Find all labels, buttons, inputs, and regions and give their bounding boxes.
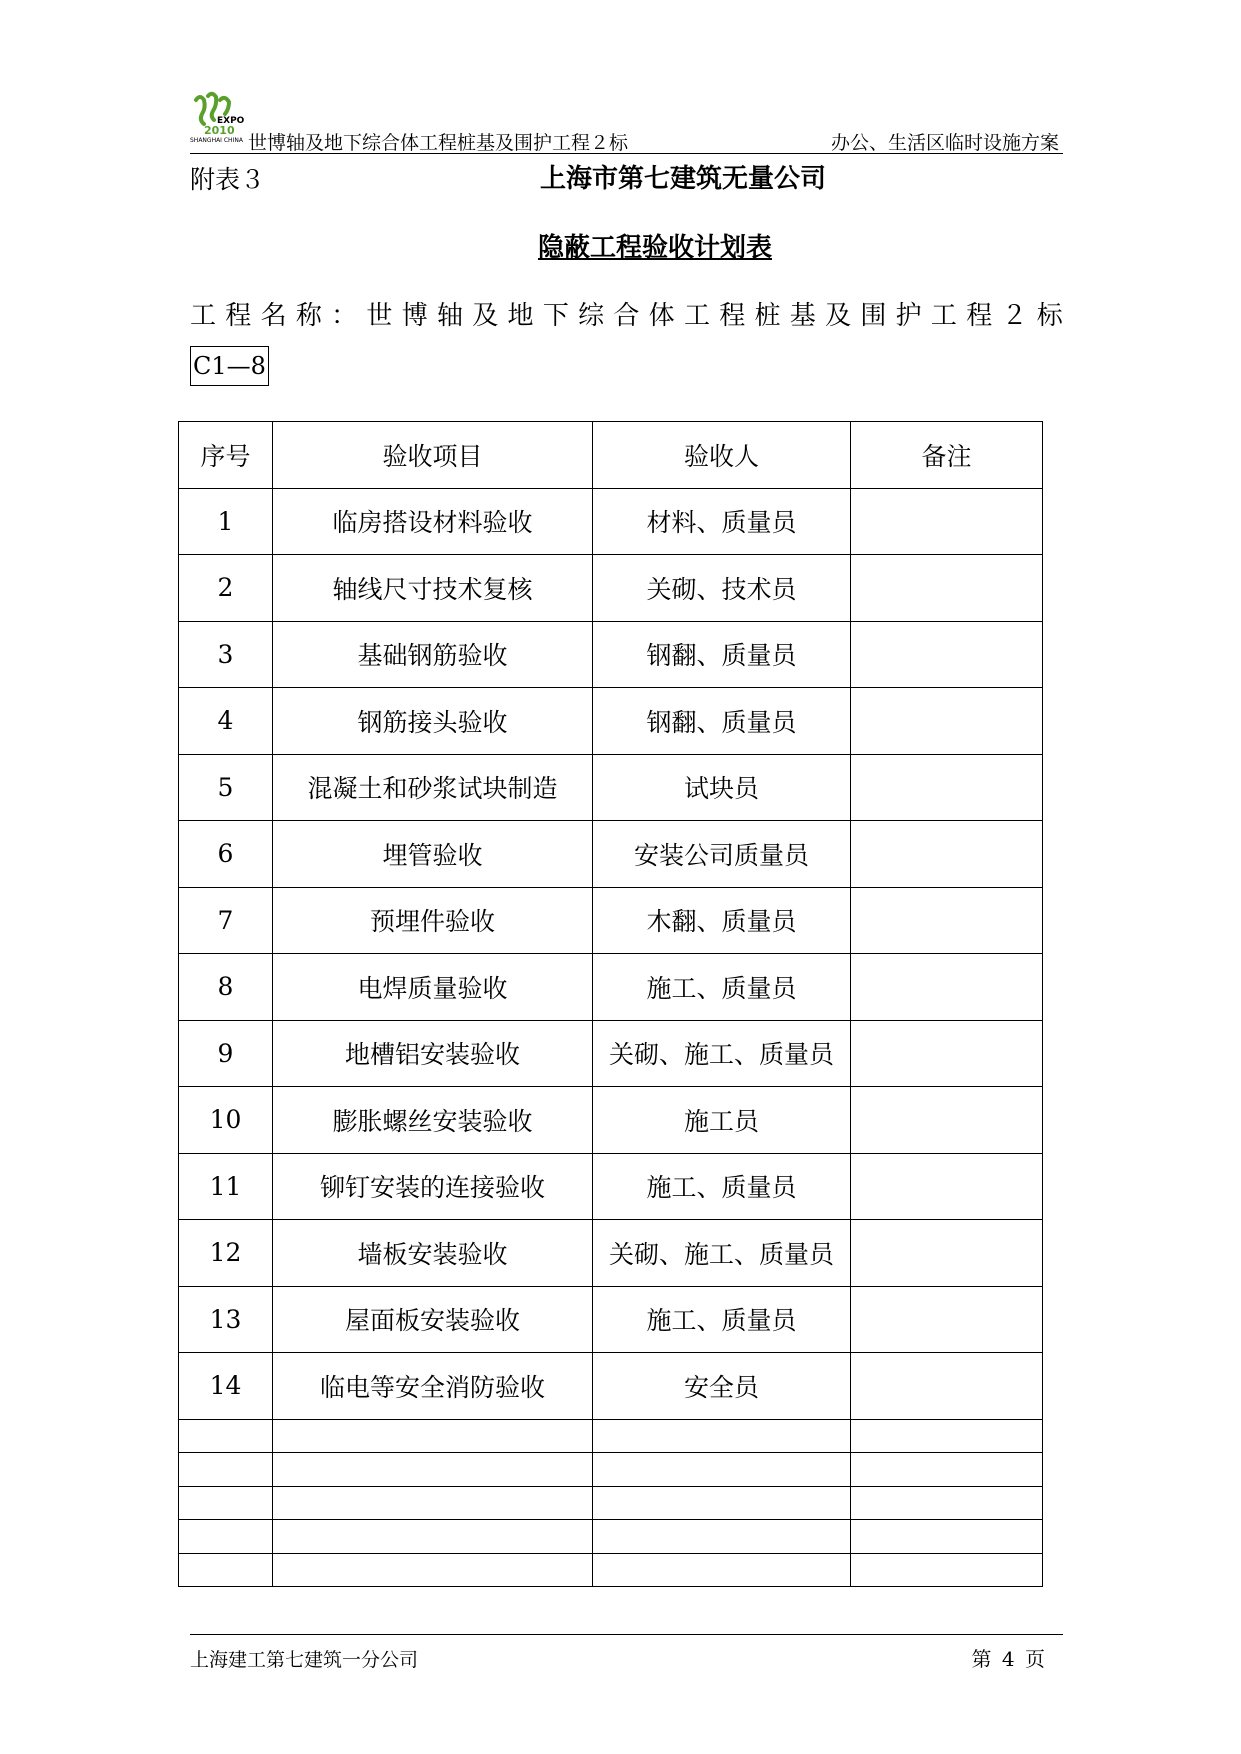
table-row <box>179 887 1043 954</box>
blank-cell <box>273 1453 593 1487</box>
cell-remarks <box>851 887 1043 954</box>
blank-cell <box>273 1520 593 1554</box>
appendix-label: 附表３ <box>190 165 266 194</box>
cell-remarks <box>851 1153 1043 1220</box>
cell-item: 轴线尺寸技术复核 <box>273 555 593 622</box>
cell-remarks <box>851 821 1043 888</box>
inspection-plan-table <box>178 421 1043 1587</box>
blank-cell <box>851 1419 1043 1453</box>
cell-no: 14 <box>179 1353 273 1420</box>
cell-inspector: 安装公司质量员 <box>593 821 851 888</box>
cell-remarks <box>851 555 1043 622</box>
page-title: 隐蔽工程验收计划表 <box>537 233 772 263</box>
cell-no: 5 <box>179 754 273 821</box>
blank-cell <box>593 1520 851 1554</box>
cell-item: 钢筋接头验收 <box>273 688 593 755</box>
blank-cell <box>851 1453 1043 1487</box>
cell-no: 1 <box>179 488 273 555</box>
table-row <box>179 1286 1043 1353</box>
svg-text:2010: 2010 <box>204 124 235 137</box>
cell-no: 13 <box>179 1286 273 1353</box>
table-row <box>179 754 1043 821</box>
header-document-title: 办公、生活区临时设施方案 <box>830 132 1059 154</box>
blank-cell <box>273 1419 593 1453</box>
cell-item: 地槽铝安装验收 <box>273 1020 593 1087</box>
table-row <box>179 821 1043 888</box>
table-row <box>179 555 1043 622</box>
blank-cell <box>593 1486 851 1520</box>
blank-cell <box>593 1453 851 1487</box>
blank-cell <box>273 1486 593 1520</box>
blank-cell <box>851 1486 1043 1520</box>
header-cell-no: 序号 <box>179 422 273 489</box>
cell-no: 8 <box>179 954 273 1021</box>
cell-no: 12 <box>179 1220 273 1287</box>
footer-rule <box>190 1634 1063 1635</box>
table-row <box>179 1020 1043 1087</box>
header-cell-inspector: 验收人 <box>593 422 851 489</box>
company-name: 上海市第七建筑无量公司 <box>540 164 827 194</box>
blank-cell <box>851 1553 1043 1587</box>
table-row-blank <box>179 1520 1043 1554</box>
blank-cell <box>179 1553 273 1587</box>
cell-remarks <box>851 621 1043 688</box>
header-cell-remarks: 备注 <box>851 422 1043 489</box>
cell-no: 9 <box>179 1020 273 1087</box>
table-row-blank <box>179 1486 1043 1520</box>
project-code-box: C1—8 <box>190 346 269 386</box>
cell-item: 临房搭设材料验收 <box>273 488 593 555</box>
cell-inspector: 材料、质量员 <box>593 488 851 555</box>
table-row <box>179 1087 1043 1154</box>
cell-item: 膨胀螺丝安装验收 <box>273 1087 593 1154</box>
cell-item: 临电等安全消防验收 <box>273 1353 593 1420</box>
svg-text:EXPO: EXPO <box>217 116 245 126</box>
table-row-blank <box>179 1419 1043 1453</box>
table-row <box>179 954 1043 1021</box>
cell-no: 7 <box>179 887 273 954</box>
cell-item: 铆钉安装的连接验收 <box>273 1153 593 1220</box>
cell-inspector: 施工、质量员 <box>593 954 851 1021</box>
cell-remarks <box>851 1087 1043 1154</box>
cell-inspector: 钢翻、质量员 <box>593 621 851 688</box>
cell-item: 基础钢筋验收 <box>273 621 593 688</box>
cell-inspector: 关砌、施工、质量员 <box>593 1020 851 1087</box>
blank-cell <box>593 1419 851 1453</box>
table-row <box>179 488 1043 555</box>
expo-logo <box>190 90 246 144</box>
cell-remarks <box>851 1220 1043 1287</box>
cell-item: 埋管验收 <box>273 821 593 888</box>
cell-inspector: 试块员 <box>593 754 851 821</box>
blank-cell <box>273 1553 593 1587</box>
table-row <box>179 1353 1043 1420</box>
table-row <box>179 1220 1043 1287</box>
cell-no: 2 <box>179 555 273 622</box>
cell-item: 混凝土和砂浆试块制造 <box>273 754 593 821</box>
cell-item: 屋面板安装验收 <box>273 1286 593 1353</box>
cell-item: 电焊质量验收 <box>273 954 593 1021</box>
blank-cell <box>593 1553 851 1587</box>
cell-remarks <box>851 688 1043 755</box>
cell-no: 3 <box>179 621 273 688</box>
cell-remarks <box>851 1353 1043 1420</box>
cell-no: 10 <box>179 1087 273 1154</box>
page-number: 第 4 页 <box>971 1647 1045 1671</box>
cell-inspector: 施工、质量员 <box>593 1153 851 1220</box>
cell-no: 11 <box>179 1153 273 1220</box>
cell-remarks <box>851 1286 1043 1353</box>
blank-cell <box>179 1453 273 1487</box>
cell-no: 4 <box>179 688 273 755</box>
header-project-title: 世博轴及地下综合体工程桩基及围护工程２标 <box>248 132 629 154</box>
table-header-row <box>179 422 1043 489</box>
cell-inspector: 关砌、技术员 <box>593 555 851 622</box>
cell-inspector: 施工员 <box>593 1087 851 1154</box>
table-row-blank <box>179 1553 1043 1587</box>
blank-cell <box>179 1486 273 1520</box>
cell-item: 墙板安装验收 <box>273 1220 593 1287</box>
cell-inspector: 关砌、施工、质量员 <box>593 1220 851 1287</box>
cell-inspector: 安全员 <box>593 1353 851 1420</box>
cell-remarks <box>851 954 1043 1021</box>
header-rule <box>190 153 1063 154</box>
footer-company: 上海建工第七建筑一分公司 <box>190 1649 419 1671</box>
table-row-blank <box>179 1453 1043 1487</box>
blank-cell <box>851 1520 1043 1554</box>
cell-no: 6 <box>179 821 273 888</box>
header-cell-item: 验收项目 <box>273 422 593 489</box>
cell-remarks <box>851 488 1043 555</box>
blank-cell <box>179 1520 273 1554</box>
svg-text:SHANGHAI CHINA: SHANGHAI CHINA <box>190 137 243 144</box>
cell-remarks <box>851 754 1043 821</box>
cell-inspector: 施工、质量员 <box>593 1286 851 1353</box>
blank-cell <box>179 1419 273 1453</box>
cell-remarks <box>851 1020 1043 1087</box>
project-name-line: 工 程 名 称 ： 世 博 轴 及 地 下 综 合 体 工 程 桩 基 及 围 护 工 程 ２ 标 <box>190 301 1063 331</box>
cell-item: 预埋件验收 <box>273 887 593 954</box>
cell-inspector: 木翻、质量员 <box>593 887 851 954</box>
table-row <box>179 1153 1043 1220</box>
table-row <box>179 621 1043 688</box>
cell-inspector: 钢翻、质量员 <box>593 688 851 755</box>
table-row <box>179 688 1043 755</box>
